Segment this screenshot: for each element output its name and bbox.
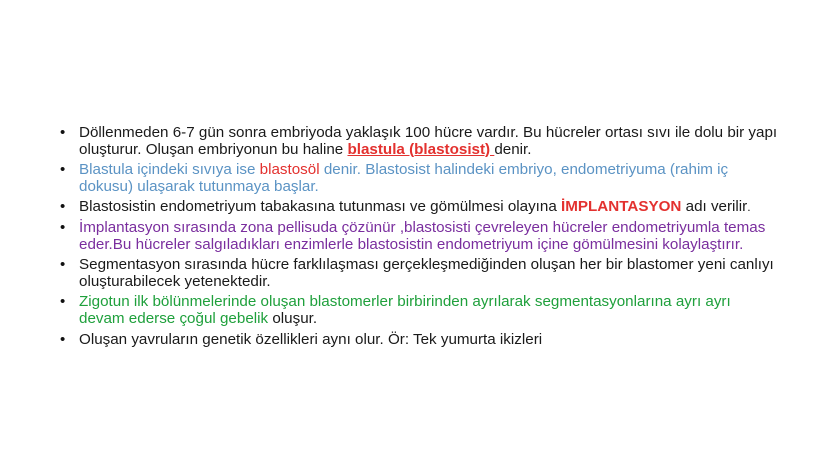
bullet-4-text-a: İmplantasyon sırasında zona pellisuda çözünür ,blastosisti çevreleyen hücreler endometriyumla temas eder. — [79, 218, 766, 253]
bullet-3-term-implantasyon: İMPLANTASYON — [561, 198, 682, 216]
bullet-7-text: Oluşan yavruların genetik özellikleri aynı olur. Ör: Tek yumurta ikizleri — [79, 330, 543, 348]
bullet-1-text-b: denir. — [494, 140, 532, 158]
bullet-1-text-a: Döllenmeden 6-7 gün sonra embriyoda yaklaşık 100 hücre vardır. Bu hücreler ortası sıvı ile dolu bir yapı oluşturur. Oluşan embriyonun bu haline — [79, 124, 778, 158]
bullet-2-text-a: Blastula içindeki sıvıya ise — [79, 161, 260, 179]
bullet-6-text-b: oluşur. — [272, 309, 318, 327]
bullet-implantation — [60, 199, 780, 216]
bullet-2-text-b: denir. Blastosist halindeki embriyo, endometriyuma (rahim iç dokusu) ulaşarak tutunmaya başlar. — [79, 161, 729, 195]
bullet-zona-pellucida — [60, 220, 780, 253]
bullet-3-text-a: Blastosistin endometriyum tabakasına tutunması ve gömülmesi olayına — [79, 198, 562, 216]
bullet-1-term-blastula: blastula (blastosist) — [347, 140, 495, 158]
bullet-5-text: Segmentasyon sırasında hücre farklılaşması gerçekleşmediğinden oluşan her bir blastomer yeni canlıyı oluşturabilecek yetenektedir. — [79, 256, 774, 290]
bullet-3-period: . — [747, 200, 751, 215]
bullet-identical-twins — [60, 332, 780, 349]
bullet-3-text-b: adı verilir — [681, 198, 748, 216]
bullet-2-term-blastosol: blastosöl — [259, 161, 320, 179]
bullet-list — [60, 125, 780, 352]
bullet-blastocoel — [60, 162, 780, 195]
bullet-6-text-a: Zigotun ilk bölünmelerinde oluşan blastomerler birbirinden ayrılarak segmentasyonlarına ayrı ayrı devam ederse çoğul gebelik — [79, 293, 731, 327]
bullet-segmentation — [60, 257, 780, 290]
bullet-fertilization — [60, 125, 780, 158]
bullet-multiple-pregnancy — [60, 294, 780, 327]
bullet-4-text-b: Bu hücreler salgıladıkları enzimlerle blastosistin endometriyum içine gömülmesini kolaylaştırır. — [112, 235, 744, 253]
